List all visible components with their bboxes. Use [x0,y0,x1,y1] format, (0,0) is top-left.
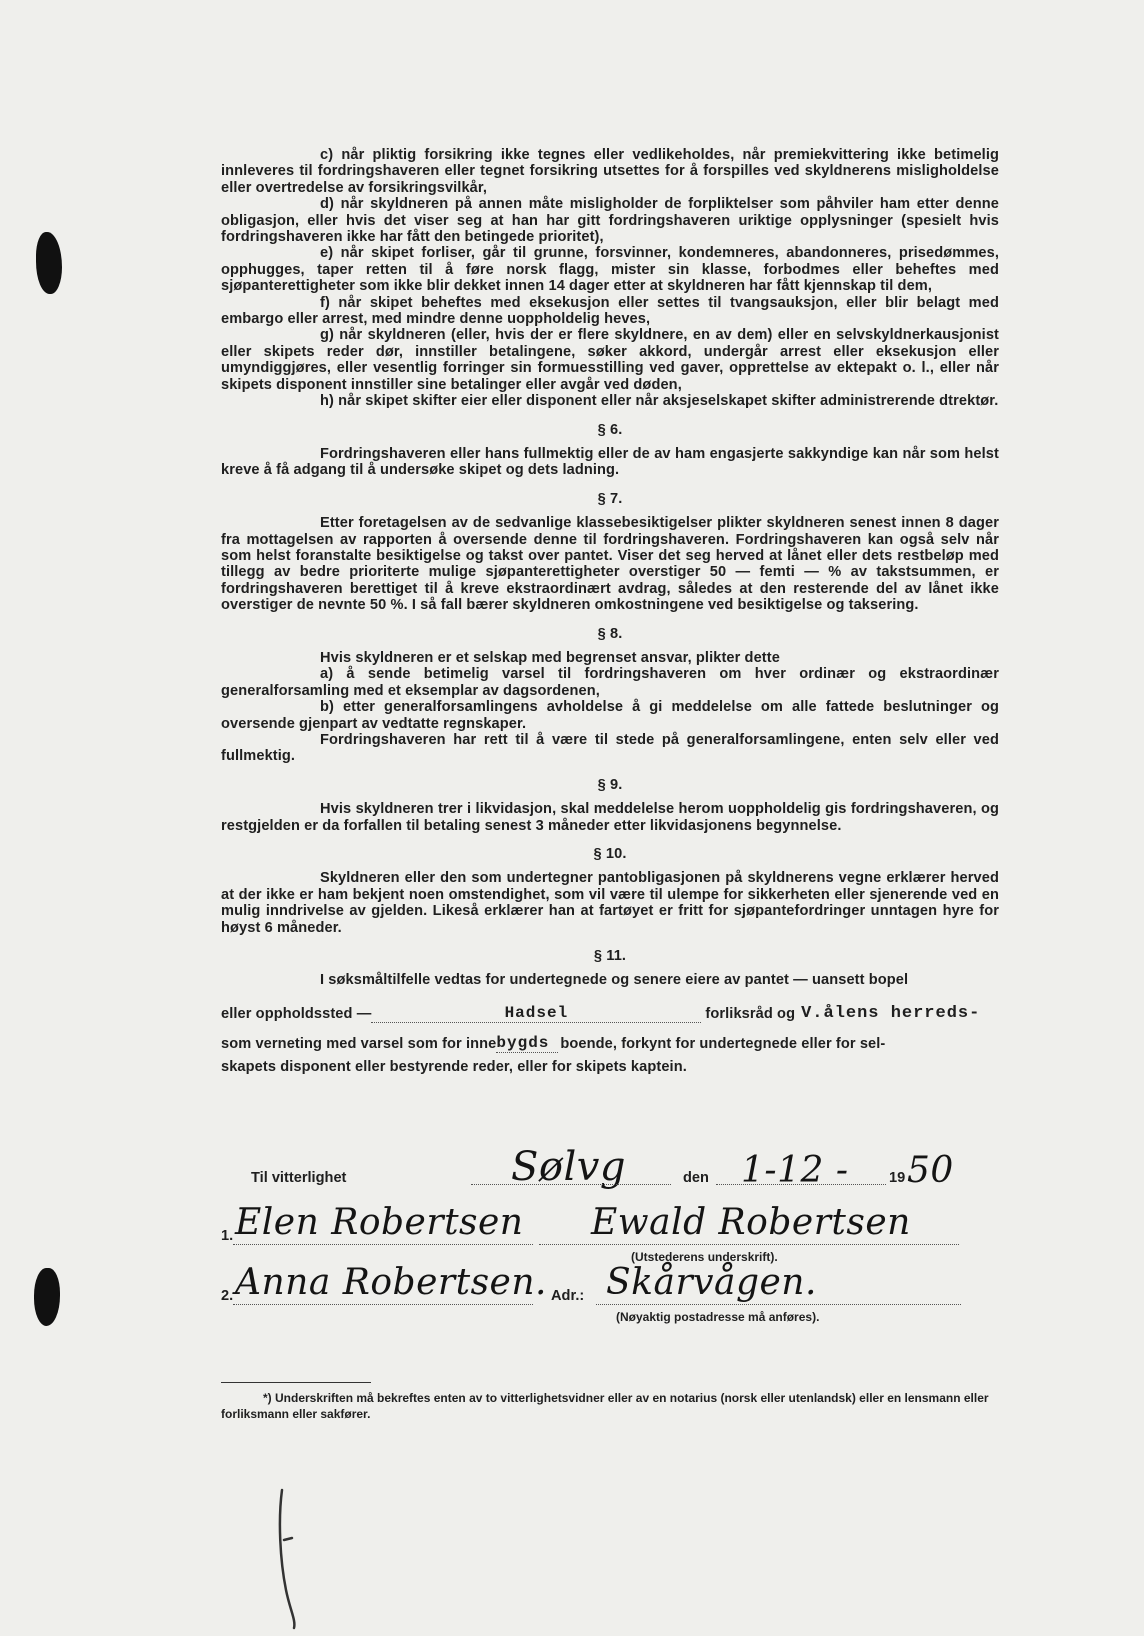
ink-blot-bottom [34,1268,60,1326]
venue-prefix: eller oppholdssted — [221,1006,372,1023]
venue-field-3: bygds [496,1035,558,1052]
issuer-line [539,1244,959,1245]
place-handwriting: Sølvg [511,1144,626,1190]
venue-mid: forliksråd og [705,1006,796,1023]
footnote: *) Underskriften må bekreftes enten av to vitterlighetsvidner eller av en notarius (norsk eller utenlandsk) eller en lensmann eller forliksmann eller sakfører. [221,1391,989,1421]
date-line [716,1184,886,1185]
issuer-signature: Ewald Robertsen [591,1202,911,1243]
witness-1-number: 1. [221,1228,234,1244]
section-9-text: Hvis skyldneren trer i likvidasjon, skal meddelelse herom uoppholdelig gis fordringshaveren, og restgjelden er da forfallen til betaling senest 3 måneder etter likvidasjonens begynnelse. [221,801,999,834]
section-8-item-a: a) å sende betimelig varsel til fordringshaveren om hver ordinær og ekstraordinær generalforsamling med et eksemplar av dagsordenen, [221,666,999,699]
section-6-heading: § 6. [597,421,623,438]
witness-2-signature: Anna Robertsen. [235,1262,547,1303]
witness-2-number: 2. [221,1288,234,1304]
section-8-item-b: b) etter generalforsamlingens avholdelse å gi meddelelse om alle fattede beslutninger og oversende gjenpart av vedtatte regnskaper. [221,699,999,732]
section-9-heading: § 9. [597,776,623,793]
signature-block [221,1144,1011,1380]
document-body [221,147,999,1075]
date-label: den [683,1170,709,1186]
section-11-line3 [221,1031,999,1053]
section-7-heading: § 7. [597,490,623,507]
witness-2-line [233,1304,533,1305]
date-handwriting: 1-12 - [741,1150,849,1191]
section-11-line2 [221,1001,999,1023]
pencil-mark [270,1480,310,1630]
issuer-caption: (Utstederens underskrift). [631,1250,778,1264]
venue-line3-prefix: som verneting med varsel som for inne [221,1036,497,1053]
address-label: Adr.: [551,1288,585,1304]
section-10-text: Skyldneren eller den som undertegner pantobligasjonen på skyldnerens vegne erklærer herved at der ikke er ham bekjent noen omstendighet, som vil være til ulempe for sikkerheten eller sjenerende ved en mulig inndrivelse av gjelden. Likeså erklærer han at fartøyet er fritt for sjøpantefordringer unntagen hyre for høyst 6 måneder. [221,870,999,936]
clause-f: f) når skipet beheftes med eksekusjon eller settes til tvangsauksjon, eller blir belagt med embargo eller arrest, med mindre denne uoppholdelig heves, [221,294,999,328]
address-line [596,1304,961,1305]
section-8-intro: Hvis skyldneren er et selskap med begrenset ansvar, plikter dette [320,649,780,666]
venue-field-2: V.ålens herreds- [801,1004,981,1024]
clause-h: h) når skipet skifter eier eller disponent eller når aksjeselskapet skifter administrerende dtrektør. [320,393,999,410]
witness-1-signature: Elen Robertsen [235,1202,524,1243]
section-11-heading: § 11. [593,948,627,965]
witness-label: Til vitterlighet [251,1170,347,1186]
section-10-heading: § 10. [593,846,627,863]
section-11-line1: I søksmåltilfelle vedtas for undertegnede og senere eiere av pantet — uansett bopel [320,972,909,989]
address-handwriting: Skårvågen. [606,1262,817,1303]
venue-line3-suffix: boende, forkynt for undertegnede eller for sel- [560,1036,886,1053]
clause-c: c) når pliktig forsikring ikke tegnes eller vedlikeholdes, når premiekvittering ikke betimelig innleveres til fordringshaveren eller tegnet forsikring utsettes for å forspilles ved skyldnerens misligholdelse eller overtredelse av forsikringsvilkår, [221,147,999,196]
clause-g: g) når skyldneren (eller, hvis der er flere skyldnere, en av dem) eller en selvskyldnerkausjonist eller skipets reder dør, innstiller betalingene, søker akkord, undergår arrest eller eksekusjon eller umyndiggjøres, eller vesentlig forringer sin formuesstilling ved gaver, opprettelse av ektepakt o. l., eller når skipets disponent innstiller sine betalinger eller avgår ved døden, [221,327,999,393]
venue-field-1: Hadsel [371,1005,701,1022]
section-11-line4: skapets disponent eller bestyrende reder, eller for skipets kaptein. [221,1058,687,1075]
section-7-text: Etter foretagelsen av de sedvanlige klassebesiktigelser plikter skyldneren senest innen 8 dager fra mottagelsen av rapporten å oversende denne til fordringshaveren. Fordringshaveren kan også selv når som helst foranstalte besiktigelse og takst over pantet. Viser det seg herved at lånet eller dets restbeløp med tillegg av bedre prioriterte mulige sjøpanterettigheter overstiger 50 — femti — % av takstsummen, er fordringshaveren berettiget til å kreve ekstraordinært avdrag, således at den resterende del av lånet ikke overstiger de nevnte 50 %. I så fall bærer skyldneren omkostningene ved besiktigelse og taksering. [221,515,999,614]
year-handwriting: 50 [907,1150,954,1191]
place-line [471,1184,671,1185]
address-caption: (Nøyaktig postadresse må anføres). [616,1310,820,1324]
footnote-rule [221,1382,371,1383]
section-8-heading: § 8. [597,625,623,642]
year-prefix: 19 [889,1170,906,1186]
section-6-text: Fordringshaveren eller hans fullmektig eller de av ham engasjerte sakkyndige kan når som helst kreve å få adgang til å undersøke skipet og dets ladning. [221,445,999,479]
section-8-item-c: Fordringshaveren har rett til å være til stede på generalforsamlingene, enten selv eller ved fullmektig. [221,732,999,765]
ink-blot-top [36,232,62,294]
witness-1-line [233,1244,533,1245]
clause-e: e) når skipet forliser, går til grunne, forsvinner, kondemneres, abandonneres, prisedømmes, opphugges, taper retten til å føre norsk flagg, mister sin klasse, forbodmes eller beheftes med sjøpanterettigheter som ikke blir dekket innen 14 dager etter at skyldneren har fått kjennskap til dem, [221,245,999,295]
clause-d: d) når skyldneren på annen måte misligholder de forpliktelser som påhviler ham etter denne obligasjon, eller hvis det viser seg at han har gitt fordringshaveren uriktige opplysninger (spesielt hvis fordringshaveren ikke har fått den betingede prioritet), [221,196,999,246]
